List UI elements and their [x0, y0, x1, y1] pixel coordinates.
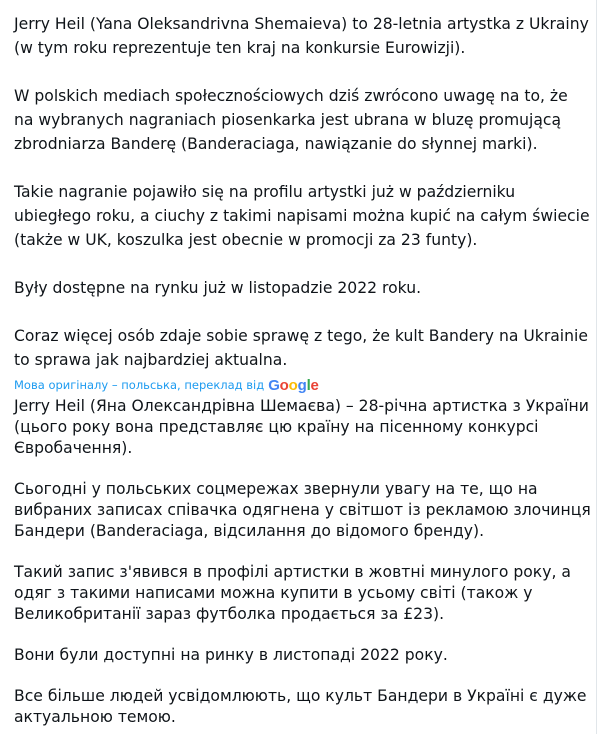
google-logo	[268, 378, 319, 393]
translated-text	[14, 396, 592, 728]
google-logo-letter: l	[306, 376, 311, 394]
tweet-body	[14, 12, 592, 728]
google-logo-letter: o	[288, 376, 298, 394]
original-paragraph-3: Takie nagranie pojawiło się na profilu artystki już w październiku ubiegłego roku, a ciuchy z takimi napisami można kupić na całym świecie (także w UK, koszulka jest obecnie w promocji za 23 funty).	[14, 183, 590, 249]
google-logo-letter: o	[279, 376, 289, 394]
original-paragraph-4: Były dostępne na rynku już w listopadzie 2022 roku.	[14, 279, 422, 297]
google-logo-letter: G	[268, 376, 280, 394]
translation-attribution[interactable]	[14, 374, 592, 396]
translated-paragraph-5: Все більше людей усвідомлюють, що культ Бандери в Україні є дуже актуальною темою.	[14, 687, 587, 726]
google-logo-letter: e	[310, 376, 319, 394]
translation-notice[interactable]: Мова оригіналу – польська, переклад від	[14, 378, 265, 392]
translated-paragraph-3: Такий запис з'явився в профілі артистки в жовтні минулого року, а одяг з такими написами можна купити в усьому світі (також у Великобританії зараз футболка продається за £23).	[14, 563, 571, 623]
original-paragraph-2: W polskich mediach społecznościowych dziś zwrócono uwagę na to, że na wybranych nagraniach piosenkarka jest ubrana w bluzę promującą zbrodniarza Banderę (Banderaciaga, nawiązanie do słynnej marki).	[14, 87, 568, 153]
translated-paragraph-1: Jerry Heil (Яна Олександрівна Шемаєва) – 28-річна артистка з України (цього року вона представляє цю країну на пісенному конкурсі Євробачення).	[14, 397, 589, 457]
google-logo-letter: g	[297, 376, 307, 394]
translated-paragraph-4: Вони були доступні на ринку в листопаді 2022 року.	[14, 646, 448, 664]
original-paragraph-1: Jerry Heil (Yana Oleksandrivna Shemaieva) to 28-letnia artystka z Ukrainy (w tym roku reprezentuje ten kraj na konkursie Eurowizji).	[14, 15, 589, 57]
translated-paragraph-2: Сьогодні у польських соцмережах звернули увагу на те, що на вибраних записах співачка одягнена у світшот із рекламою злочинця Бандери (Banderaciaga, відсилання до відомого бренду).	[14, 480, 591, 540]
original-paragraph-5: Coraz więcej osób zdaje sobie sprawę z tego, że kult Bandery na Ukrainie to sprawa jak najbardziej aktualna.	[14, 327, 588, 369]
original-text	[14, 12, 592, 372]
